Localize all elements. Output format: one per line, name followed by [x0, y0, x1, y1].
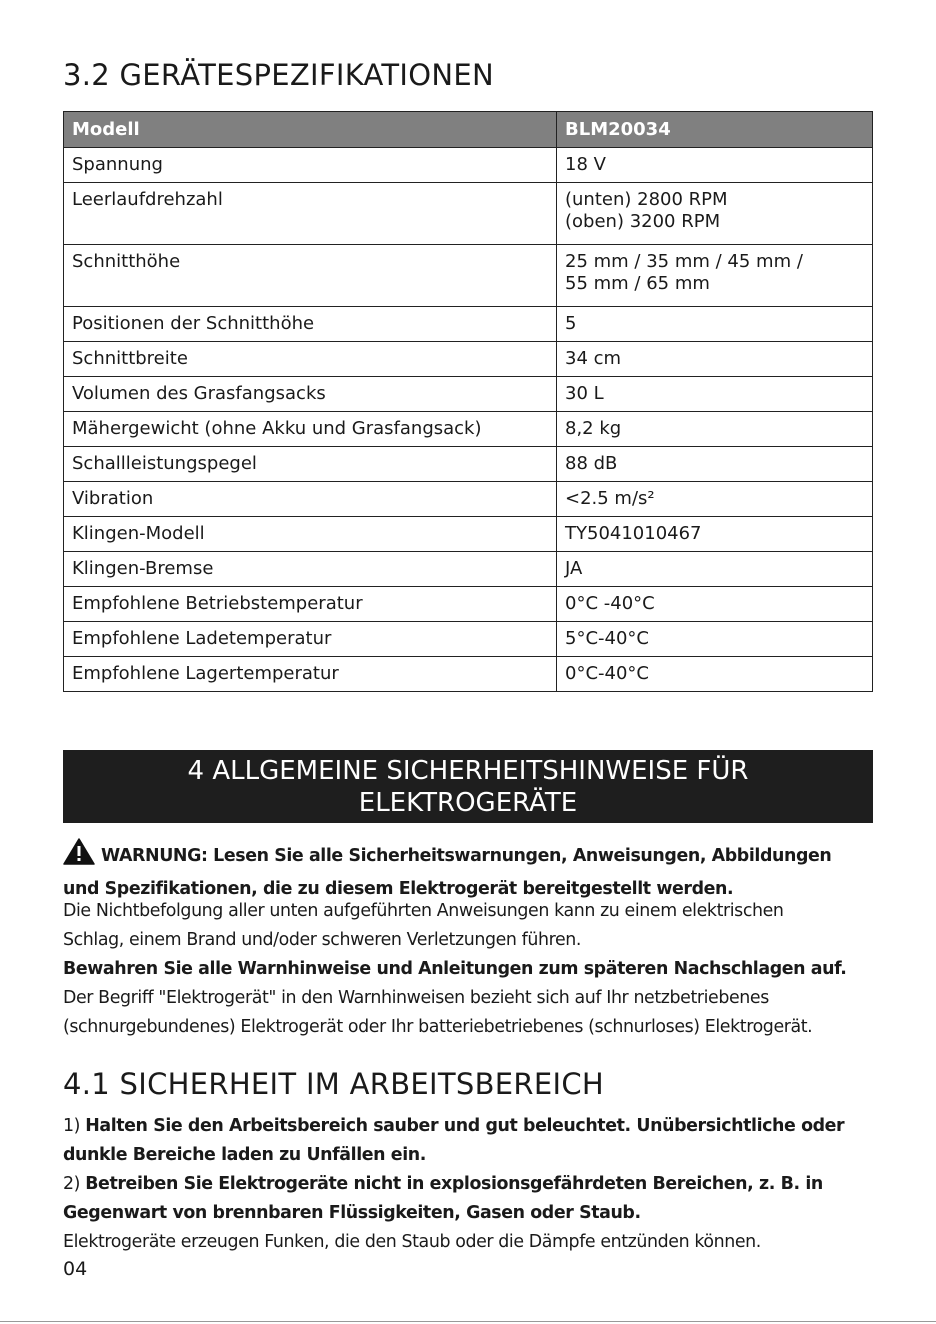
spec-label: Leerlaufdrehzahl: [64, 183, 557, 245]
item2-number: 2): [63, 1174, 81, 1194]
spec-value-line: 18 V: [565, 154, 606, 175]
spec-value-line: TY5041010467: [565, 523, 702, 544]
warning-line1: WARNUNG: Lesen Sie alle Sicherheitswarnungen, Anweisungen, Abbildungen: [101, 846, 832, 866]
spec-value-line: 25 mm / 35 mm / 45 mm /: [565, 251, 803, 272]
spec-value-line: (oben) 3200 RPM: [565, 211, 721, 232]
spec-value: [557, 307, 873, 342]
spec-label: Schnitthöhe: [64, 245, 557, 307]
spec-value-line: 5°C-40°C: [565, 628, 649, 649]
specs-table: [63, 111, 873, 692]
spec-label: Empfohlene Ladetemperatur: [64, 622, 557, 657]
table-row: [64, 377, 873, 412]
spec-value-line: 5: [565, 313, 577, 334]
page-number: 04: [63, 1258, 88, 1280]
item1-line1: Halten Sie den Arbeitsbereich sauber und gut beleuchtet. Unübersichtliche oder: [85, 1116, 845, 1136]
item2-line1: Betreiben Sie Elektrogeräte nicht in explosionsgefährdeten Bereichen, z. B. in: [85, 1174, 823, 1194]
work-area-item-1: [63, 1112, 875, 1170]
table-row: [64, 447, 873, 482]
spec-label: Klingen-Bremse: [64, 552, 557, 587]
definition-line1: Der Begriff "Elektrogerät" in den Warnhinweisen bezieht sich auf Ihr netzbetriebenes: [63, 988, 769, 1008]
safety-section-banner: [63, 750, 873, 823]
table-row: [64, 517, 873, 552]
consequence-line2: Schlag, einem Brand und/oder schweren Verletzungen führen.: [63, 930, 582, 950]
item2-line2: Gegenwart von brennbaren Flüssigkeiten, Gasen oder Staub.: [63, 1203, 641, 1223]
specs-section-title: 3.2 GERÄTESPEZIFIKATIONEN: [63, 58, 495, 92]
work-area-section-title: 4.1 SICHERHEIT IM ARBEITSBEREICH: [63, 1067, 605, 1101]
spec-label: Empfohlene Betriebstemperatur: [64, 587, 557, 622]
spec-value-line: 55 mm / 65 mm: [565, 273, 710, 294]
spec-value-line: 88 dB: [565, 453, 618, 474]
spec-value-line: (unten) 2800 RPM: [565, 189, 728, 210]
spec-label: Klingen-Modell: [64, 517, 557, 552]
safety-title-line2: ELEKTROGERÄTE: [358, 788, 578, 818]
spec-value-line: 0°C-40°C: [565, 663, 649, 684]
spec-value-line: 0°C -40°C: [565, 593, 655, 614]
table-row: [64, 307, 873, 342]
table-row: [64, 552, 873, 587]
spec-label: Spannung: [64, 148, 557, 183]
table-row: [64, 657, 873, 692]
item2-text: Elektrogeräte erzeugen Funken, die den Staub oder die Dämpfe entzünden können.: [63, 1232, 761, 1252]
spec-label: Schallleistungspegel: [64, 447, 557, 482]
spec-value: [557, 412, 873, 447]
spec-value: [557, 552, 873, 587]
warning-line2: und Spezifikationen, die zu diesem Elektrogerät bereitgestellt werden.: [63, 879, 734, 899]
spec-label: Schnittbreite: [64, 342, 557, 377]
table-row: [64, 245, 873, 307]
table-row: [64, 412, 873, 447]
table-row: [64, 183, 873, 245]
spec-value: [557, 183, 873, 245]
spec-value: [557, 447, 873, 482]
spec-value: [557, 245, 873, 307]
table-row: [64, 587, 873, 622]
specs-header-model-label: Modell: [64, 112, 557, 148]
specs-table-body: [64, 148, 873, 692]
spec-label: Empfohlene Lagertemperatur: [64, 657, 557, 692]
spec-value-line: 30 L: [565, 383, 604, 404]
spec-value-line: <2.5 m/s²: [565, 488, 655, 509]
item1-number: 1): [63, 1116, 81, 1136]
spec-label: Positionen der Schnitthöhe: [64, 307, 557, 342]
definition-line2: (schnurgebundenes) Elektrogerät oder Ihr batteriebetriebenes (schnurloses) Elektrogerät.: [63, 1017, 813, 1037]
keep-instructions-text: Bewahren Sie alle Warnhinweise und Anleitungen zum späteren Nachschlagen auf.: [63, 959, 847, 979]
bottom-rule: [0, 1321, 936, 1322]
warning-paragraph: [63, 838, 875, 904]
work-area-item-2: [63, 1170, 875, 1257]
table-row: [64, 148, 873, 183]
spec-value: [557, 482, 873, 517]
spec-value-line: 34 cm: [565, 348, 622, 369]
consequence-line1: Die Nichtbefolgung aller unten aufgeführten Anweisungen kann zu einem elektrischen: [63, 901, 784, 921]
specs-header-row: [64, 112, 873, 148]
spec-value-line: JA: [565, 558, 583, 579]
consequence-paragraph: [63, 897, 875, 955]
spec-value: [557, 148, 873, 183]
specs-header-model-value: BLM20034: [557, 112, 873, 148]
table-row: [64, 342, 873, 377]
item1-line2: dunkle Bereiche laden zu Unfällen ein.: [63, 1145, 426, 1165]
warning-triangle-icon: [63, 838, 95, 875]
spec-value: [557, 342, 873, 377]
definition-paragraph: [63, 984, 875, 1042]
spec-label: Volumen des Grasfangsacks: [64, 377, 557, 412]
spec-value: [557, 377, 873, 412]
spec-value: [557, 657, 873, 692]
spec-value: [557, 587, 873, 622]
spec-label: Mähergewicht (ohne Akku und Grasfangsack): [64, 412, 557, 447]
spec-value-line: 8,2 kg: [565, 418, 622, 439]
spec-label: Vibration: [64, 482, 557, 517]
table-row: [64, 482, 873, 517]
spec-value: [557, 622, 873, 657]
safety-title-line1: 4 ALLGEMEINE SICHERHEITSHINWEISE FÜR: [187, 756, 749, 786]
spec-value: [557, 517, 873, 552]
table-row: [64, 622, 873, 657]
